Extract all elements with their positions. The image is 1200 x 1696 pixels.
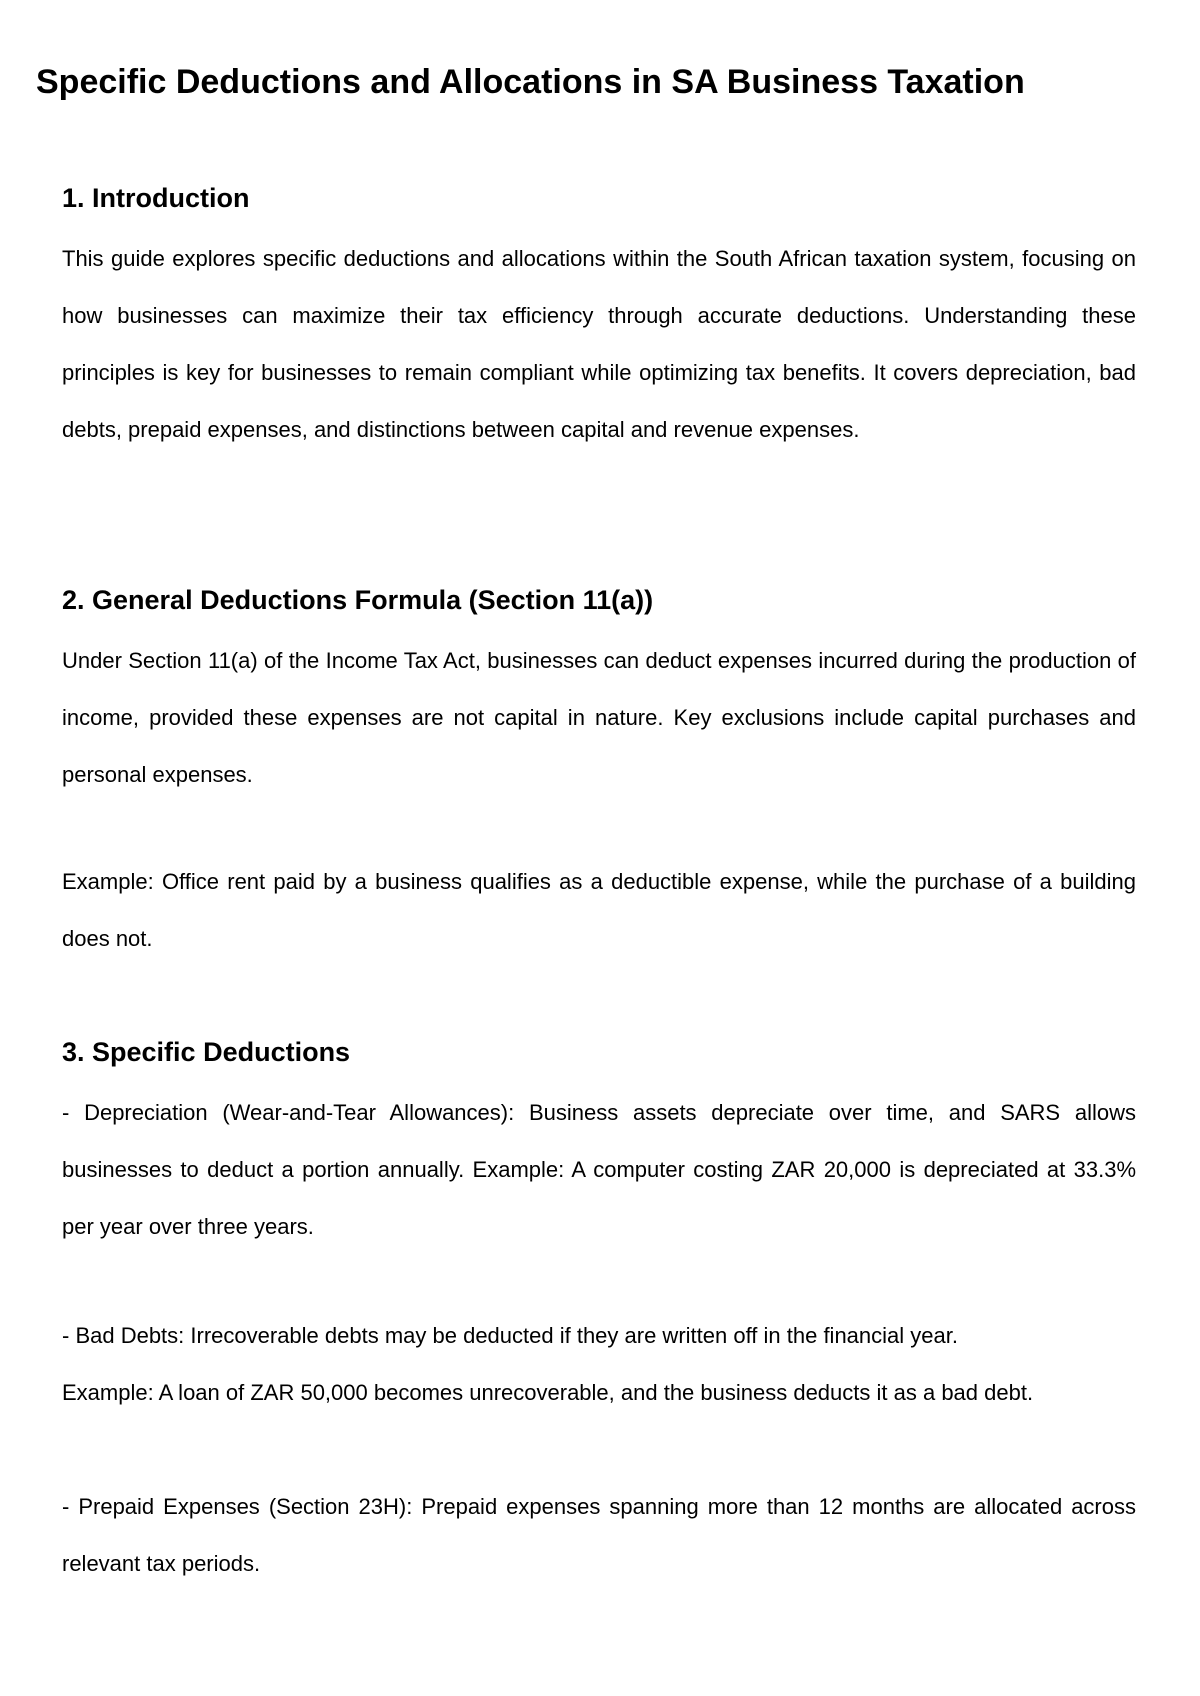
paragraph-prepaid-expenses: - Prepaid Expenses (Section 23H): Prepaid expenses spanning more than 12 months are allocated across relevant tax periods. bbox=[62, 1494, 1136, 1576]
paragraph-bad-debts: - Bad Debts: Irrecoverable debts may be deducted if they are written off in the financial year. bbox=[62, 1323, 958, 1348]
section-heading-specific-deductions: 3. Specific Deductions bbox=[62, 1037, 351, 1067]
document-title: Specific Deductions and Allocations in SA Business Taxation bbox=[36, 63, 1025, 101]
section-heading-introduction: 1. Introduction bbox=[62, 183, 250, 213]
paragraph-example-loan: Example: A loan of ZAR 50,000 becomes unrecoverable, and the business deducts it as a bad debt. bbox=[62, 1380, 1034, 1405]
paragraph-example-office-rent: Example: Office rent paid by a business qualifies as a deductible expense, while the purchase of a building does not. bbox=[62, 869, 1136, 951]
paragraph-general-deductions: Under Section 11(a) of the Income Tax Act, businesses can deduct expenses incurred during the production of income, provided these expenses are not capital in nature. Key exclusions include capital purchases and personal expenses. bbox=[62, 648, 1136, 787]
section-heading-general-deductions: 2. General Deductions Formula (Section 11(a)) bbox=[62, 585, 654, 615]
paragraph-introduction: This guide explores specific deductions and allocations within the South African taxation system, focusing on how businesses can maximize their tax efficiency through accurate deductions. Understanding these principles is key for businesses to remain compliant while optimizing tax benefits. It covers depreciation, bad debts, prepaid expenses, and distinctions between capital and revenue expenses. bbox=[62, 246, 1136, 442]
paragraph-depreciation: - Depreciation (Wear-and-Tear Allowances): Business assets depreciate over time, and SARS allows businesses to deduct a portion annually. Example: A computer costing ZAR 20,000 is depreciated at 33.3% per year over three years. bbox=[62, 1100, 1136, 1239]
